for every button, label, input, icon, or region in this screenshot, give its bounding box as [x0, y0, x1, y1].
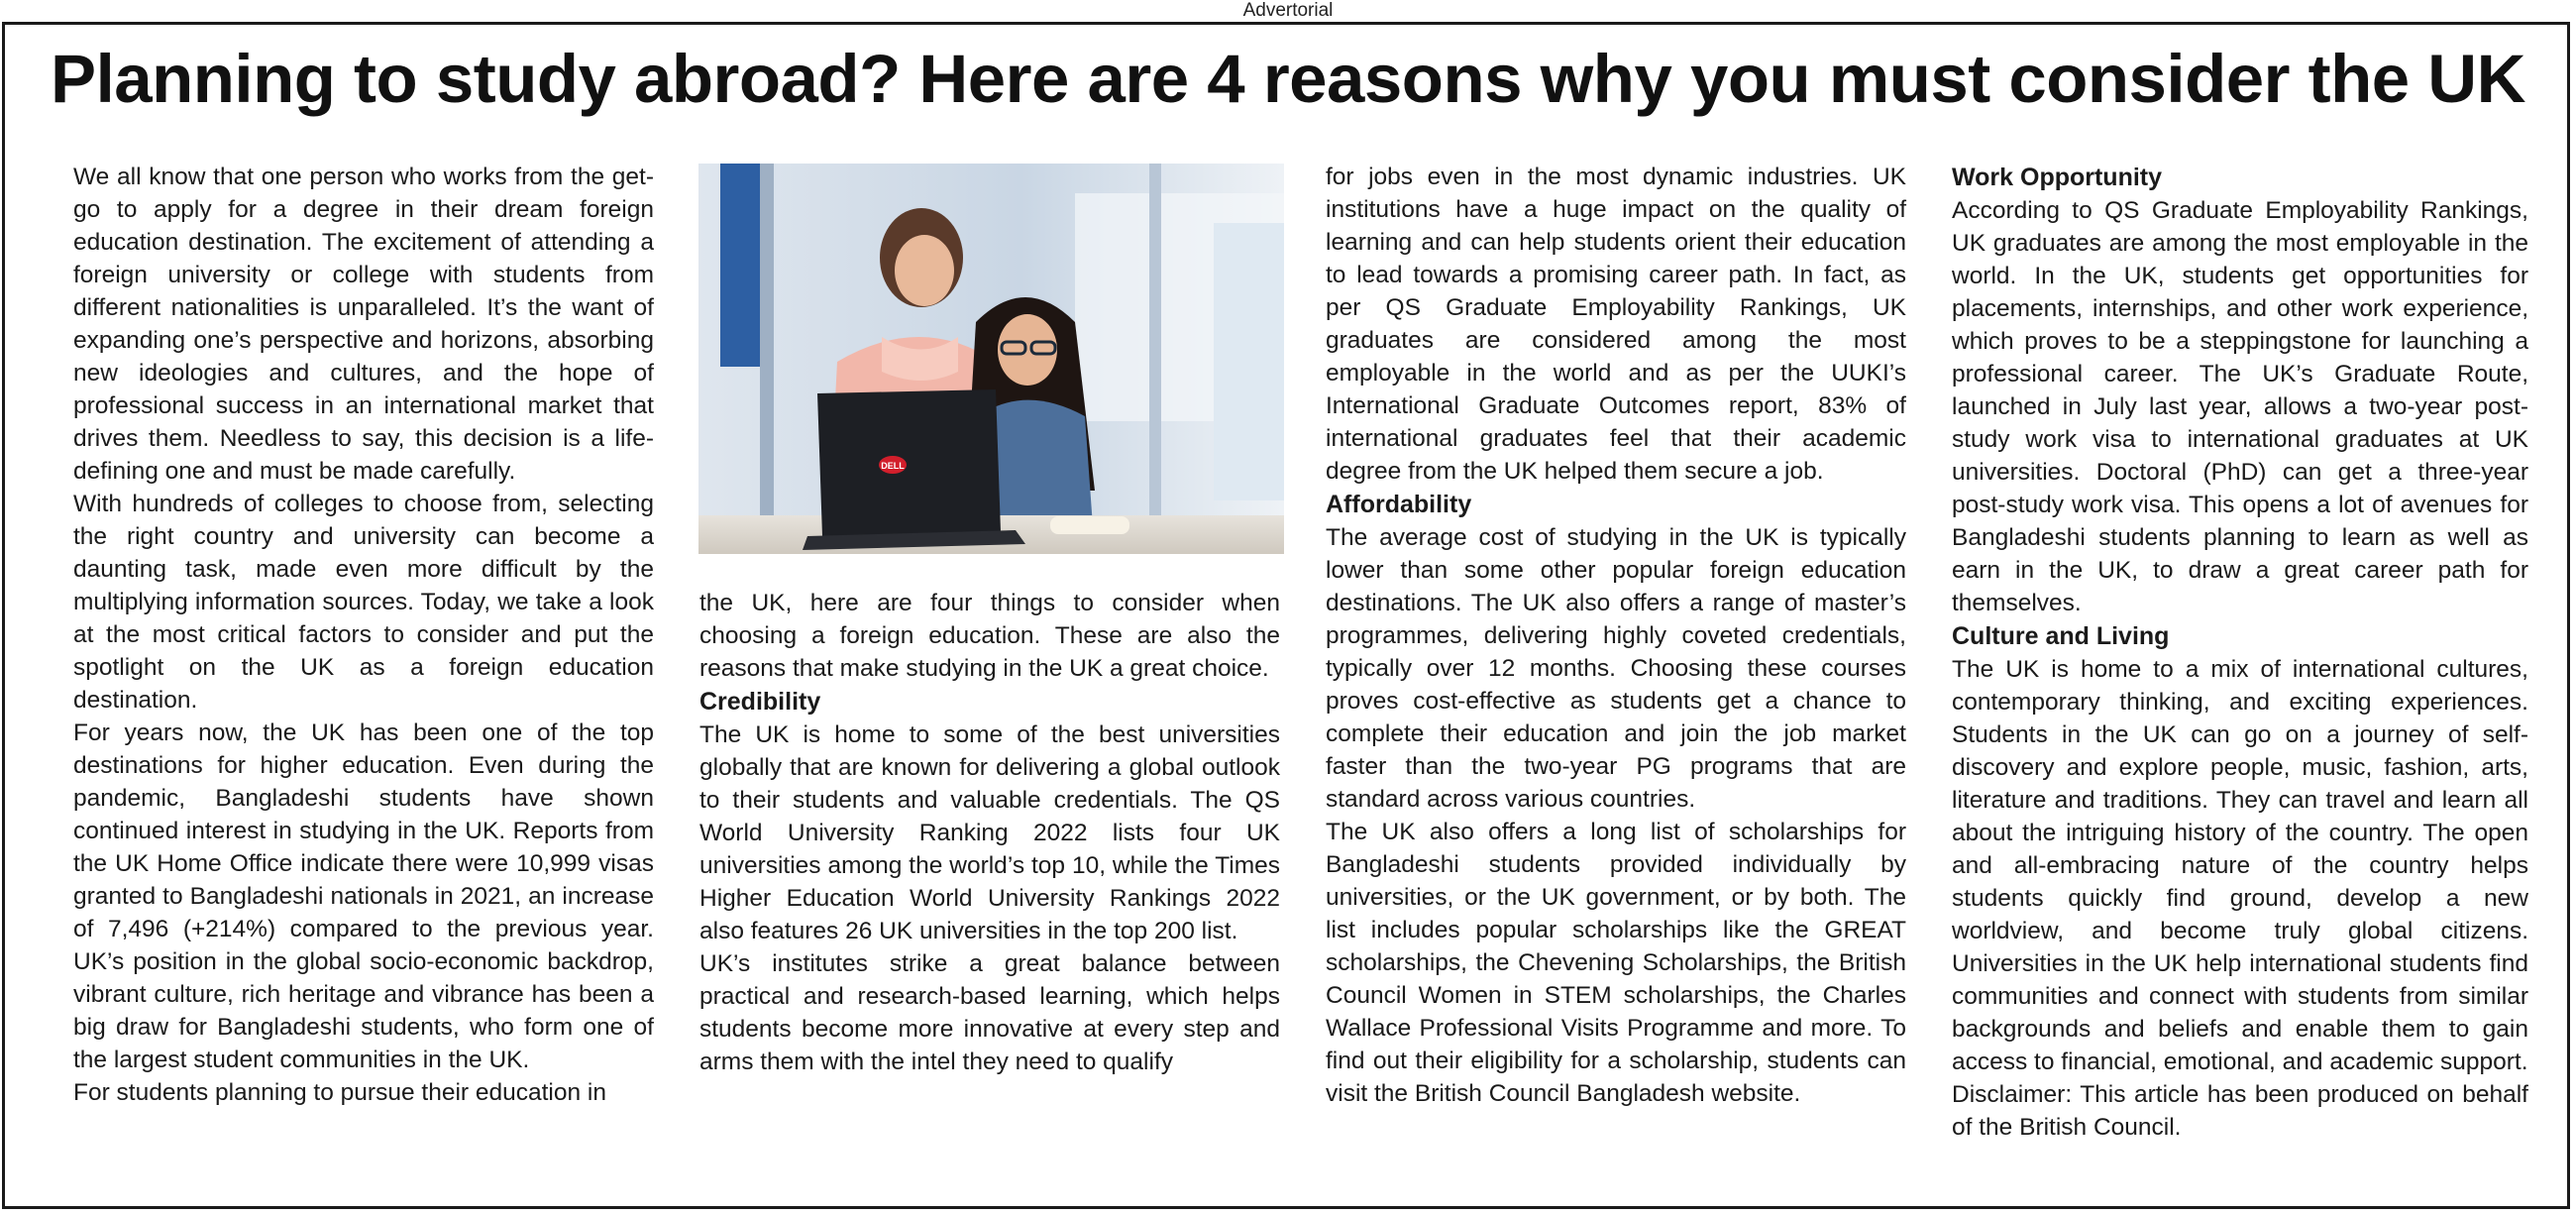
affordability-heading: Affordability	[1326, 491, 1472, 518]
intro-paragraph-2: With hundreds of colleges to choose from, selecting the right country and university can become a daunting task, made even more difficult by the multiplying information sources. Today, we take a look at the most critical factors to consider and put the spotlight on the UK as a foreign education destination.	[73, 491, 654, 714]
credibility-paragraph-1: The UK is home to some of the best universities globally that are known for delivering a global outlook to their students and valuable credentials. The QS World University Ranking 2022 lists four UK universities among the world’s top 10, while the Times Higher Education World University Rankings 2022 also features 26 UK universities in the top 200 list.	[699, 721, 1280, 944]
work-opportunity-heading: Work Opportunity	[1952, 164, 2163, 191]
culture-living-heading: Culture and Living	[1952, 622, 2170, 650]
column-3	[1326, 161, 1906, 1110]
headline: Planning to study abroad? Here are 4 reasons why you must consider the UK	[51, 41, 2525, 117]
disclaimer: Disclaimer: This article has been produced on behalf of the British Council.	[1952, 1081, 2528, 1141]
intro-paragraph-4-continued: the UK, here are four things to consider when choosing a foreign education. These are also the reasons that make studying in the UK a great choice.	[699, 590, 1280, 682]
students-with-laptop-photo	[698, 164, 1284, 554]
advertorial-label: Advertorial	[1242, 0, 1334, 21]
column-4	[1952, 161, 2528, 1144]
intro-paragraph-4: For students planning to pursue their education in	[73, 1079, 606, 1106]
culture-living-paragraph: The UK is home to a mix of international cultures, contemporary thinking, and exciting experiences. Students in the UK can go on a journey of self-discovery and explore people, music, fashion, arts, literature and traditions. They can travel and learn all about the intriguing history of the country. The open and all-embracing nature of the country helps students quickly find ground, develop a new worldview, and become truly global citizens. Universities in the UK help international students find communities and connect with students from similar backgrounds and beliefs and enable them to gain access to financial, emotional, and academic support.	[1952, 656, 2528, 1075]
column-2	[699, 587, 1280, 1078]
credibility-paragraph-2: UK’s institutes strike a great balance between practical and research-based learning, which helps students become more innovative at every step and arms them with the intel they need to qualify	[699, 950, 1280, 1075]
credibility-paragraph-2-continued: for jobs even in the most dynamic industries. UK institutions have a huge impact on the quality of learning and can help students orient their education to lead towards a promising career path. In fact, as per QS Graduate Employability Rankings, UK graduates are considered among the most employable in the world and as per the UUKI’s International Graduate Outcomes report, 83% of international graduates feel that their academic degree from the UK helped them secure a job.	[1326, 164, 1906, 485]
work-opportunity-paragraph: According to QS Graduate Employability Rankings, UK graduates are among the most employable in the world. In the UK, students get opportunities for placements, internships, and other work experience, which proves to be a steppingstone for launching a professional career. The UK’s Graduate Route, launched in July last year, allows a two-year post-study work visa to international graduates at UK universities. Doctoral (PhD) can get a three-year post-study work visa. This opens a lot of avenues for Bangladeshi students planning to learn as well as earn in the UK, to draw a great career path for themselves.	[1952, 197, 2528, 616]
intro-paragraph-3: For years now, the UK has been one of the top destinations for higher education. Even during the pandemic, Bangladeshi students have shown continued interest in studying in the UK. Reports from the UK Home Office indicate there were 10,999 visas granted to Bangladeshi nationals in 2021, an increase of 7,496 (+214%) compared to the previous year. UK’s position in the global socio-economic backdrop, vibrant culture, rich heritage and vibrance has been a big draw for Bangladeshi students, who form one of the largest student communities in the UK.	[73, 719, 654, 1073]
affordability-paragraph-2: The UK also offers a long list of scholarships for Bangladeshi students provided individually by universities, or the UK government, or by both. The list includes popular scholarships like the GREAT scholarships, the Chevening Scholarships, the British Council Women in STEM scholarships, the Charles Wallace Professional Visits Programme and more. To find out their eligibility for a scholarship, students can visit the British Council Bangladesh website.	[1326, 819, 1906, 1107]
laptop-brand-text: DELL	[881, 461, 905, 471]
credibility-heading: Credibility	[699, 688, 821, 716]
intro-paragraph-1: We all know that one person who works from the get-go to apply for a degree in their dream foreign education destination. The excitement of attending a foreign university or college with students from different nationalities is unparalleled. It’s the want of expanding one’s perspective and horizons, absorbing new ideologies and cultures, and the hope of professional success in an international market that drives them. Needless to say, this decision is a life-defining one and must be made carefully.	[73, 164, 654, 485]
column-1	[73, 161, 654, 1109]
affordability-paragraph-1: The average cost of studying in the UK is typically lower than some other popular foreign education destinations. The UK also offers a range of master’s programmes, delivering highly coveted credentials, typically over 12 months. Choosing these courses proves cost-effective as students get a chance to complete their education and join the job market faster than the two-year PG programs that are standard across various countries.	[1326, 524, 1906, 813]
